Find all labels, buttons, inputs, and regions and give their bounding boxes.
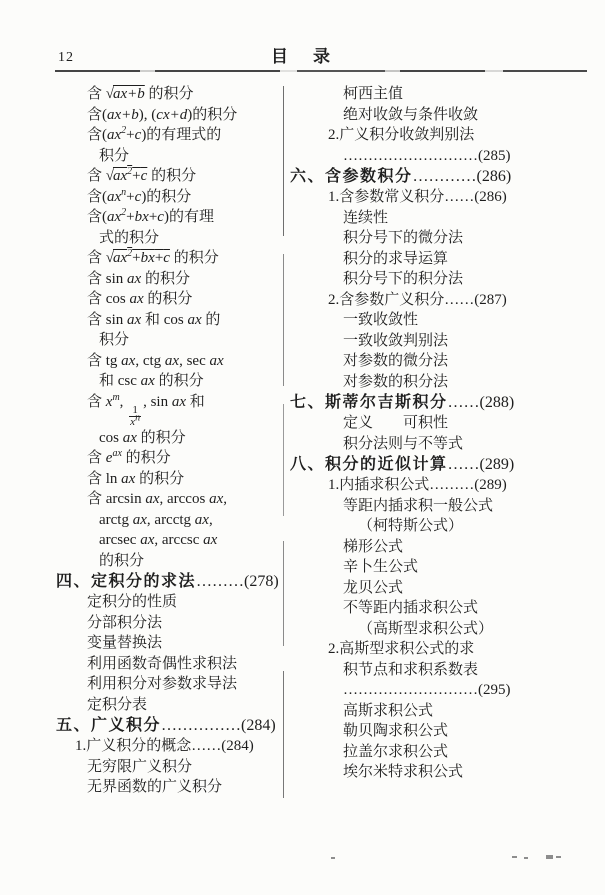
page-number: 12 — [58, 50, 74, 65]
toc-entry: 对参数的微分法 — [343, 353, 449, 369]
toc-entry: 和 csc ax 的积分 — [99, 373, 204, 389]
toc-entry: 积分 — [99, 332, 130, 348]
page-title: 目 录 — [271, 47, 334, 66]
toc-entry: 利用积分对参数求导法 — [87, 676, 238, 692]
toc-entry: 无穷限广义积分 — [87, 758, 193, 775]
toc-entry: 积分 — [99, 147, 130, 164]
toc-entry: 定积分表 — [87, 696, 148, 713]
toc-entry: 式的积分 — [99, 229, 160, 246]
toc-entry: 无界函数的广义积分 — [87, 779, 223, 795]
toc-entry: 含 cos ax 的积分 — [87, 291, 193, 307]
toc-entry: 含 arcsin ax, arccos ax, — [87, 491, 227, 507]
toc-entry: 含 $e^{ax}$ 的积分 — [87, 448, 171, 466]
toc-entry: 含 sin ax 和 cos ax 的 — [87, 311, 221, 328]
toc-entry: 六、含参数积分…………(286) — [290, 168, 512, 185]
toc-entry: （高斯型求积公式） — [358, 620, 494, 637]
toc-entry: 含$(ax^2+c)$的有理式的 — [87, 125, 222, 143]
toc-entry: 积分号下的微分法 — [343, 230, 464, 246]
toc-entry: 一致收敛判别法 — [343, 332, 449, 349]
toc-entry: ………………………(295) — [343, 682, 511, 698]
toc-entry: 1.含参数常义积分……(286) — [328, 189, 507, 205]
toc-entry: 2.含参数广义积分……(287) — [328, 291, 507, 308]
toc-entry: 含 $√ax^2+c$ 的积分 — [87, 166, 197, 184]
toc-entry: 含 sin ax 的积分 — [87, 270, 190, 287]
toc-entry: 绝对收敛与条件收敛 — [343, 106, 479, 123]
toc-entry: 含$(ax^n+c)$的积分 — [87, 186, 192, 205]
toc-entry: 高斯求积公式 — [343, 702, 434, 719]
toc-entry: 七、斯蒂尔吉斯积分……(288) — [290, 394, 515, 411]
toc-entry: 含 ln ax 的积分 — [87, 470, 185, 487]
toc-entry: 利用函数奇偶性求积法 — [87, 655, 238, 672]
header-rule — [55, 70, 587, 72]
scan-noise — [556, 856, 561, 858]
toc-entry: ………………………(285) — [343, 147, 511, 164]
toc-entry: 含 $x^m$, $\frac{1}{x^n}$ , sin ax 和 — [87, 391, 205, 428]
toc-entry: 八、积分的近似计算……(289) — [290, 456, 515, 473]
toc-entry: 定义 可积性 — [343, 415, 449, 431]
toc-left-column — [0, 84, 283, 798]
toc-entry: 变量替换法 — [87, 635, 163, 651]
scan-noise — [524, 857, 528, 859]
toc-entry: arcsec ax, arccsc ax — [99, 532, 218, 548]
toc-entry: 梯形公式 — [343, 538, 404, 555]
toc-entry: 等距内插求积一般公式 — [343, 497, 494, 514]
toc-entry: 不等距内插求积公式 — [343, 600, 479, 616]
toc-entry: 柯西主值 — [343, 86, 404, 102]
toc-columns — [0, 84, 605, 798]
toc-entry: 的积分 — [99, 552, 145, 569]
toc-entry: cos ax 的积分 — [99, 429, 186, 446]
toc-entry: 积分号下的积分法 — [343, 271, 464, 287]
toc-entry: 积分法则与不等式 — [343, 435, 464, 452]
toc-entry: 1.内插求积公式………(289) — [328, 477, 507, 493]
scan-noise — [546, 855, 553, 859]
toc-entry: 一致收敛性 — [343, 312, 419, 328]
toc-entry: 含 tg ax, ctg ax, sec ax — [87, 352, 224, 369]
toc-entry: 拉盖尔求积公式 — [343, 743, 449, 760]
toc-entry: 分部积分法 — [87, 614, 163, 631]
toc-entry: 含(ax+b), (cx+d)的积分 — [87, 106, 238, 123]
toc-entry: 辛卜生公式 — [343, 559, 419, 575]
scan-noise — [512, 856, 517, 858]
toc-entry: 埃尔米特求积公式 — [343, 764, 464, 780]
toc-entry: （柯特斯公式） — [358, 518, 464, 534]
toc-right-column — [284, 84, 605, 798]
scan-noise — [331, 857, 335, 859]
page-header — [0, 0, 605, 70]
toc-entry: 2.高斯型求积公式的求 — [328, 641, 475, 657]
toc-entry: 含 $√ax^2+bx+c$ 的积分 — [87, 248, 219, 266]
toc-entry: 勒贝陶求积公式 — [343, 723, 449, 739]
toc-entry: 四、定积分的求法………(278) — [56, 573, 279, 590]
toc-entry: 连续性 — [343, 209, 389, 226]
toc-entry: arctg ax, arcctg ax, — [99, 511, 213, 528]
toc-entry: 积分的求导运算 — [343, 250, 449, 267]
toc-entry: 定积分的性质 — [87, 594, 178, 610]
toc-entry: 五、广义积分……………(284) — [56, 717, 276, 734]
toc-entry: 对参数的积分法 — [343, 373, 449, 390]
toc-entry: 含$(ax^2+bx+c)$的有理 — [87, 207, 214, 225]
toc-entry: 1.广义积分的概念……(284) — [75, 738, 254, 754]
toc-entry: 2.广义积分收敛判别法 — [328, 127, 475, 143]
toc-entry: 龙贝公式 — [343, 579, 404, 596]
toc-entry: 含 √ax+b 的积分 — [87, 86, 194, 102]
toc-entry: 积节点和求积系数表 — [343, 661, 479, 678]
